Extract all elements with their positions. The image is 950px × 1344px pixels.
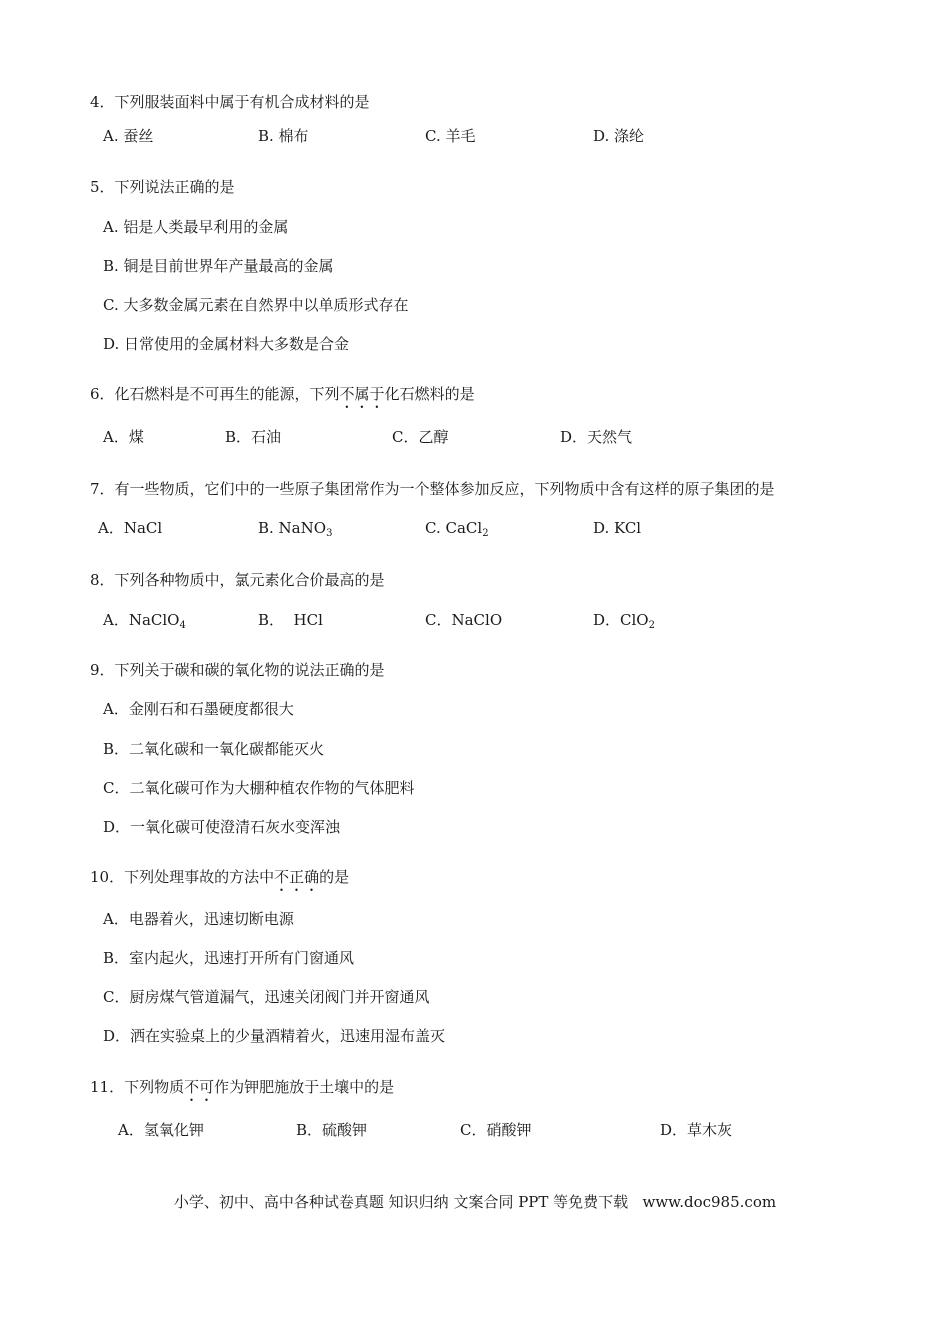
question-10-stem-emphasis: 不正确	[274, 868, 320, 886]
question-8-option-c: C．NaClO	[425, 611, 503, 629]
question-6-stem-pre: 6．化石燃料是不可再生的能源，下列	[90, 385, 340, 403]
question-5-option-d: D. 日常使用的金属材料大多数是合金	[103, 335, 350, 353]
question-4-option-a: A. 蚕丝	[103, 127, 154, 145]
question-10-stem: 10．下列处理事故的方法中不正确的是	[90, 868, 350, 886]
question-5-option-b: B. 铜是目前世界年产量最高的金属	[103, 257, 334, 275]
question-10-option-a: A．电器着火，迅速切断电源	[103, 910, 294, 928]
question-10-option-d: D．洒在实验桌上的少量酒精着火，迅速用湿布盖灭	[103, 1027, 446, 1045]
question-9-stem: 9．下列关于碳和碳的氧化物的说法正确的是	[90, 661, 385, 679]
question-10-option-c: C．厨房煤气管道漏气，迅速关闭阀门并开窗通风	[103, 988, 430, 1006]
question-4-option-b: B. 棉布	[258, 127, 309, 145]
question-8-option-d: D．ClO$_2$	[593, 611, 655, 631]
question-5-option-c: C. 大多数金属元素在自然界中以单质形式存在	[103, 296, 409, 314]
question-6-stem-post: 化石燃料的是	[384, 385, 475, 403]
question-8-option-a: A．NaClO$_4$	[103, 611, 186, 631]
question-6-option-c: C．乙醇	[392, 428, 449, 446]
question-9-option-a: A．金刚石和石墨硬度都很大	[103, 700, 294, 718]
question-7-option-c: C. CaCl$_2$	[425, 519, 489, 539]
question-7-option-a: A．NaCl	[98, 519, 163, 537]
question-5-option-a: A. 铝是人类最早利用的金属	[103, 218, 289, 236]
question-4-option-d: D. 涤纶	[593, 127, 645, 145]
question-11-stem-emphasis: 不可	[184, 1078, 215, 1096]
question-8-stem: 8．下列各种物质中，氯元素化合价最高的是	[90, 571, 385, 589]
question-10-option-b: B．室内起火，迅速打开所有门窗通风	[103, 949, 355, 967]
question-9-option-c: C．二氧化碳可作为大棚种植农作物的气体肥料	[103, 779, 415, 797]
question-7-option-b: B. NaNO$_3$	[258, 519, 333, 539]
question-5-stem: 5．下列说法正确的是	[90, 178, 235, 196]
page-footer: 小学、初中、高中各种试卷真题 知识归纳 文案合同 PPT 等免费下载 www.doc985.com	[173, 1193, 777, 1211]
question-11-option-a: A．氢氧化钾	[118, 1121, 204, 1139]
question-7-option-d: D. KCl	[593, 519, 642, 537]
question-11-stem: 11．下列物质不可作为钾肥施放于土壤中的是	[90, 1078, 395, 1096]
question-11-option-c: C．硝酸钾	[460, 1121, 532, 1139]
question-9-option-b: B．二氧化碳和一氧化碳都能灭火	[103, 740, 325, 758]
question-6-stem	[90, 384, 475, 412]
question-4-option-c: C. 羊毛	[425, 127, 476, 145]
question-11-option-d: D．草木灰	[660, 1121, 733, 1139]
question-8-option-b: B． HCl	[258, 611, 323, 629]
question-6-stem-emphasis: 不属于	[339, 385, 385, 403]
question-6-option-b: B．石油	[225, 428, 282, 446]
question-6-option-a: A．煤	[103, 428, 144, 446]
question-4-stem: 4．下列服装面料中属于有机合成材料的是	[90, 93, 370, 111]
question-11-option-b: B．硫酸钾	[296, 1121, 368, 1139]
question-6-option-d: D．天然气	[560, 428, 633, 446]
question-7-stem: 7．有一些物质，它们中的一些原子集团常作为一个整体参加反应，下列物质中含有这样的原子集团的是	[90, 480, 775, 498]
question-9-option-d: D．一氧化碳可使澄清石灰水变浑浊	[103, 818, 341, 836]
